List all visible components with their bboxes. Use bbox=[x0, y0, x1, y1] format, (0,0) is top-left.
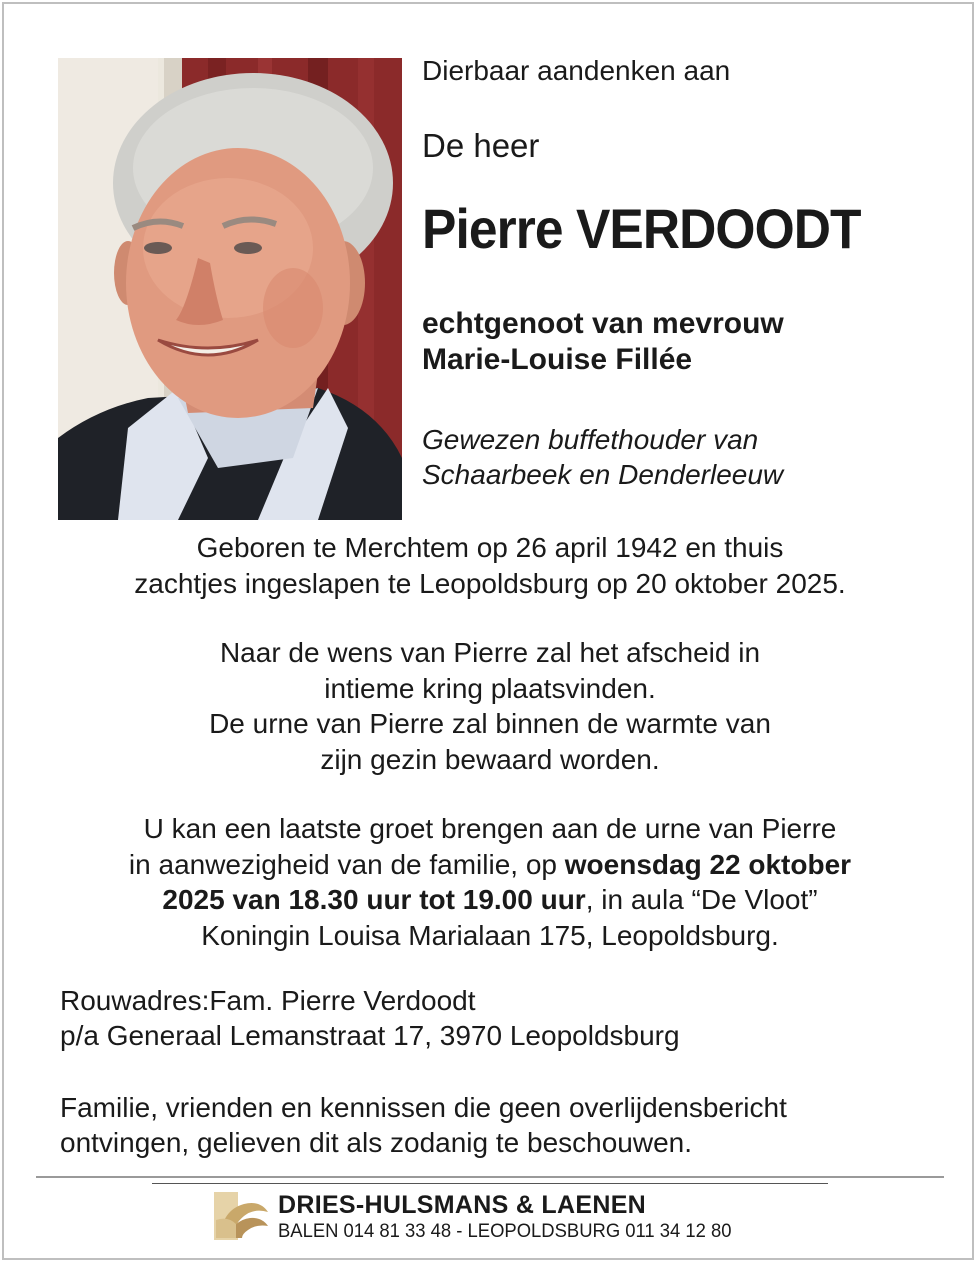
paragraph-line: Koningin Louisa Marialaan 175, Leopoldsburg. bbox=[201, 919, 779, 951]
occupation-line: Schaarbeek en Denderleeuw bbox=[422, 459, 784, 490]
portrait-photo bbox=[58, 58, 402, 520]
deceased-name: Pierre VERDOODT bbox=[422, 197, 861, 260]
paragraph-line bbox=[0, 882, 980, 918]
paragraph-line: U kan een laatste groet brengen aan de urne van Pierre bbox=[143, 813, 837, 844]
paragraph-line: Naar de wens van Pierre zal het afscheid in bbox=[219, 637, 761, 668]
visitation-date: woensdag 22 oktober bbox=[564, 848, 852, 880]
intro-text: Dierbaar aandenken aan bbox=[422, 55, 731, 86]
wish-paragraph bbox=[0, 635, 980, 777]
paragraph-text: , in aula “De Vloot” bbox=[585, 884, 818, 915]
spouse-line: echtgenoot van mevrouw bbox=[422, 307, 784, 340]
spouse-line: Marie-Louise Fillée bbox=[422, 343, 693, 376]
note-line: Familie, vrienden en kennissen die geen overlijdensbericht bbox=[60, 1092, 787, 1123]
note-line: ontvingen, gelieven dit als zodanig te beschouwen. bbox=[60, 1127, 692, 1158]
footer-divider-inner bbox=[152, 1183, 828, 1184]
paragraph-line: Geboren te Merchtem op 26 april 1942 en thuis bbox=[196, 532, 784, 563]
occupation-block bbox=[422, 422, 783, 492]
funeral-home-logo-icon bbox=[214, 1190, 270, 1242]
paragraph-line: zijn gezin bewaard worden. bbox=[320, 743, 660, 775]
paragraph-line bbox=[0, 847, 980, 883]
address-line: Rouwadres:Fam. Pierre Verdoodt bbox=[60, 985, 476, 1016]
mourning-address bbox=[60, 983, 680, 1053]
footer-divider bbox=[36, 1176, 944, 1178]
paragraph-text: in aanwezigheid van de familie, op bbox=[128, 848, 565, 880]
visitation-time: 2025 van 18.30 uur tot 19.00 uur bbox=[162, 884, 586, 915]
notice-note bbox=[60, 1090, 787, 1160]
occupation-line: Gewezen buffethouder van bbox=[422, 424, 759, 455]
paragraph-line: De urne van Pierre zal binnen de warmte van bbox=[209, 708, 771, 739]
funeral-home-phones: BALEN 014 81 33 48 - LEOPOLDSBURG 011 34 12 80 bbox=[278, 1221, 732, 1242]
spouse-block bbox=[422, 306, 784, 378]
paragraph-line: zachtjes ingeslapen te Leopoldsburg op 20 oktober 2025. bbox=[134, 567, 846, 599]
address-line: p/a Generaal Lemanstraat 17, 3970 Leopoldsburg bbox=[60, 1020, 680, 1051]
funeral-home-name: DRIES-HULSMANS & LAENEN bbox=[278, 1191, 647, 1219]
paragraph-line: intieme kring plaatsvinden. bbox=[324, 672, 656, 704]
visitation-paragraph bbox=[0, 811, 980, 953]
honorific-title: De heer bbox=[422, 127, 540, 164]
birth-death-paragraph bbox=[0, 530, 980, 601]
